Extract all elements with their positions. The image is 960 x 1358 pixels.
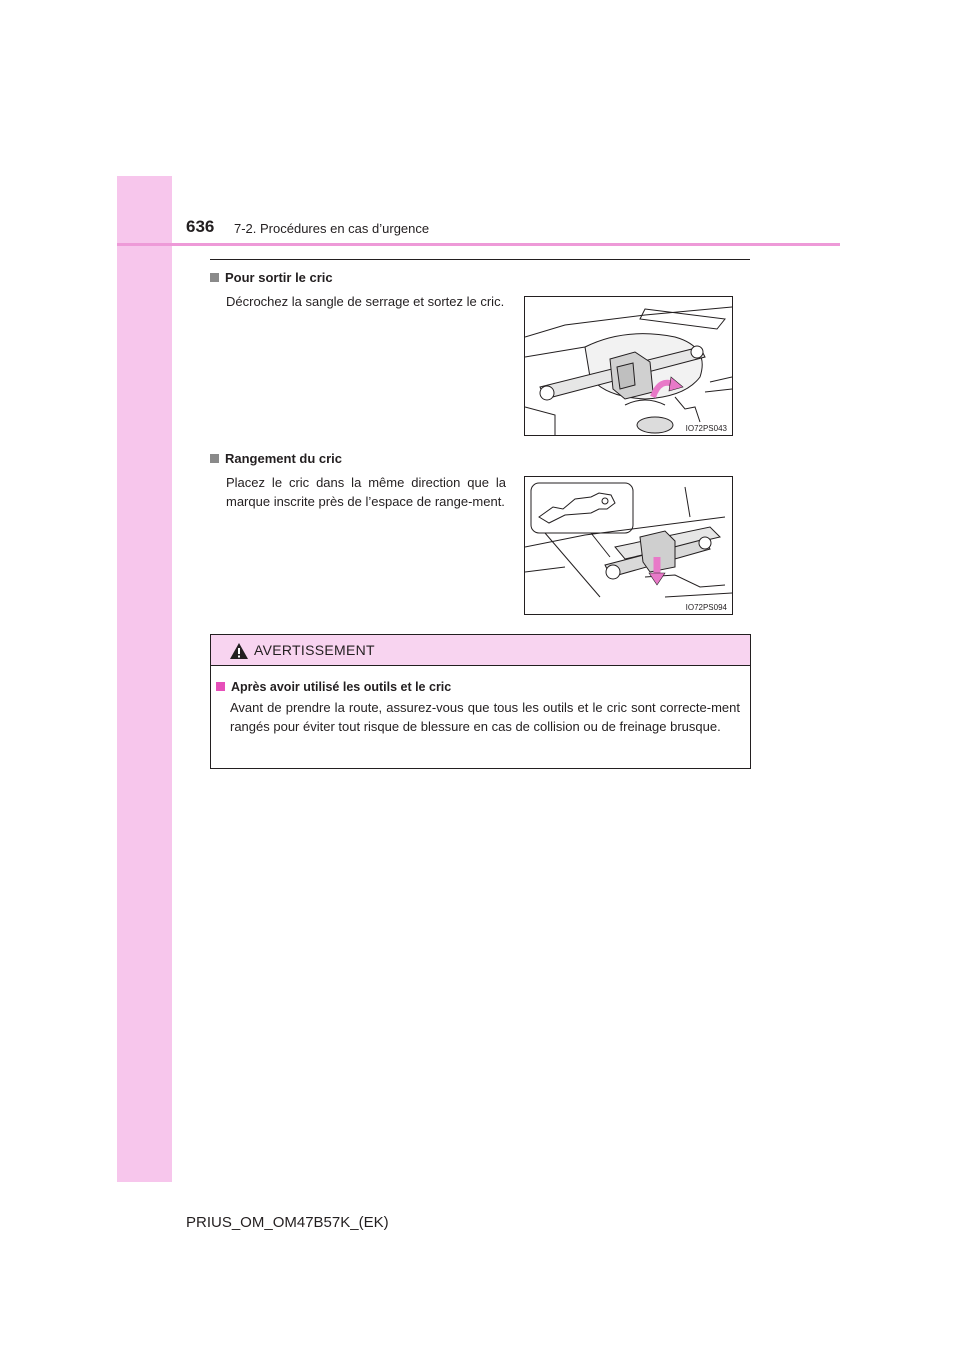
jack-storage-illustration <box>525 477 732 614</box>
subheading-text: Pour sortir le cric <box>225 270 333 285</box>
subheading-store-jack <box>210 451 342 466</box>
figure-store-jack <box>524 476 733 615</box>
warning-subheading-text: Après avoir utilisé les outils et le cric <box>231 680 452 694</box>
warning-text: Avant de prendre la route, assurez-vous que tous les outils et le cric sont correcte-ment rangés pour éviter tout risque de blessure en cas de collision ou de freinage brusque. <box>230 700 740 734</box>
square-bullet-icon <box>210 454 219 463</box>
warning-header <box>211 635 750 666</box>
figure-code: IO72PS043 <box>685 424 727 433</box>
warning-subheading <box>216 680 451 694</box>
page-number: 636 <box>186 217 215 236</box>
jack-removal-illustration <box>525 297 732 435</box>
figure-code: IO72PS094 <box>685 603 727 612</box>
paragraph-store-jack: Placez le cric dans la même direction que la marque inscrite près de l’espace de range-ment. <box>226 475 506 509</box>
warning-triangle-icon <box>229 642 249 660</box>
section-title: 7-2. Procédures en cas d’urgence <box>234 221 430 236</box>
footer-code: PRIUS_OM_OM47B57K_(EK) <box>186 1214 389 1231</box>
square-bullet-icon <box>210 273 219 282</box>
square-bullet-icon <box>216 682 225 691</box>
warning-box <box>210 634 751 769</box>
section-rule <box>210 259 750 260</box>
figure-remove-jack <box>524 296 733 436</box>
subheading-text: Rangement du cric <box>225 451 343 466</box>
warning-title: AVERTISSEMENT <box>254 642 375 658</box>
side-band <box>117 176 172 1182</box>
subheading-remove-jack <box>210 270 333 285</box>
paragraph-remove-jack: Décrochez la sangle de serrage et sortez le cric. <box>226 294 505 309</box>
header-line <box>117 243 840 246</box>
